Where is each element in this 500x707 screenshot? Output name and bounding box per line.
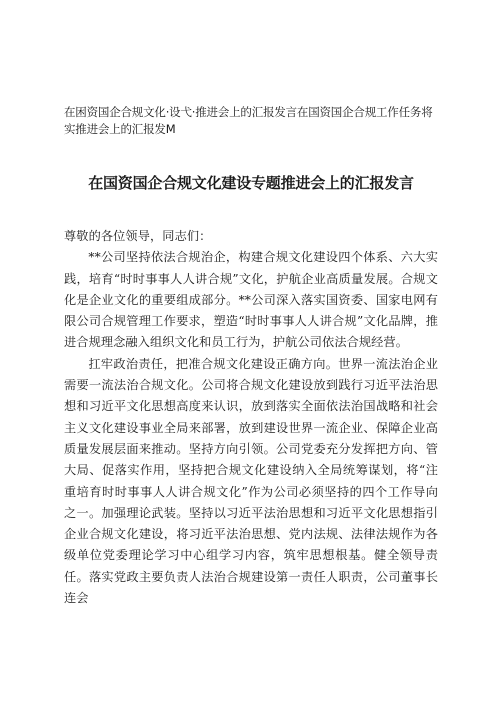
- paragraph-intro: **公司坚持依法合规治企，构建合规文化建设四个体系、六大实践，培育“时时事事人人讲合规”文化，护航企业高质量发展。合规文化是企业文化的重要组成部分。**公司深入落实国资委、国家电网有限公司合规管理工作要求，塑造“时时事事人人讲合规”文化品牌，推进合规理念融入组织文化和员工行为，护航公司依法合规经营。: [64, 250, 438, 350]
- document-body: [64, 226, 438, 609]
- document-header: 在困资国企合规文化·设弋·推进会上的汇报发言在国资国企合规工作任务将实推进会上的汇报发M: [64, 105, 433, 136]
- salutation: 尊敬的各位领导，同志们：: [64, 229, 212, 243]
- document-title: 在国资国企合规文化建设专题推进会上的汇报发言: [88, 174, 414, 192]
- paragraph-political-responsibility: 扛牢政治责任，把准合规文化建设正确方向。世界一流法治企业需要一流法治合规文化。公司将合规文化建设放到践行习近平法治思想和习近平文化思想高度来认识，放到落实全面依法治国战略和社会主义文化建设事业全局来部署，放到建设世界一流企业、保障企业高质量发展层面来推动。坚持方向引领。公司党委充分发挥把方向、管大局、促落实作用，坚持把合规文化建设纳入全局统筹谋划，将“注重培育时时事事人人讲合规文化”作为公司必须坚持的四个工作导向之一。加强理论武装。坚持以习近平法治思想和习近平文化思想指引企业合规文化建设，将习近平法治思想、党内法规、法律法规作为各级单位党委理论学习中心组学习内容，筑牢思想根基。健全领导责任。落实党政主要负责人法治合规建设第一责任人职责，公司董事长连会: [64, 356, 438, 606]
